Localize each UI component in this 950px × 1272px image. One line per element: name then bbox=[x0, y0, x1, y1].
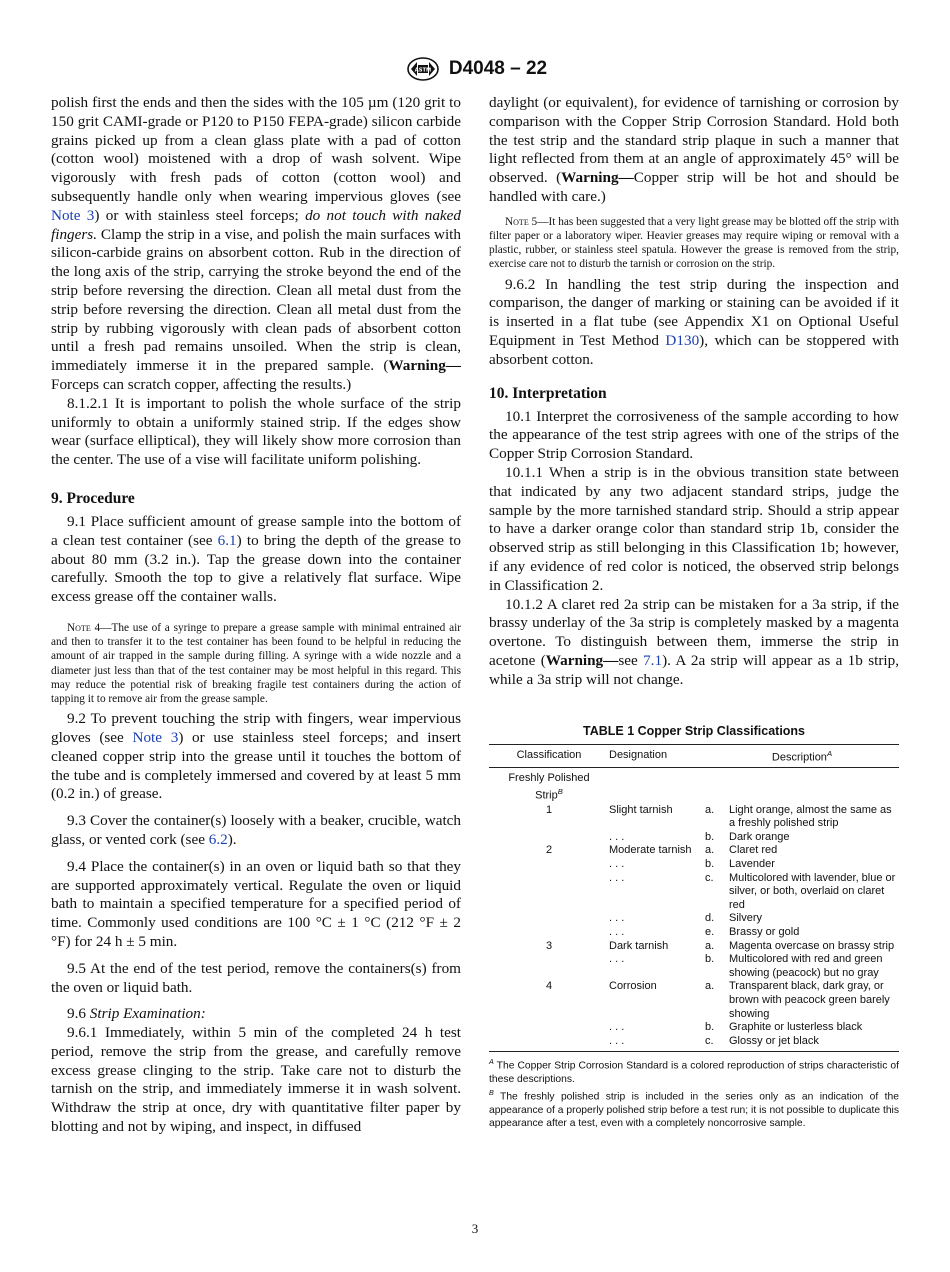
table-row bbox=[489, 831, 899, 845]
table-row bbox=[489, 804, 899, 831]
paragraph-9-2: 9.2 To prevent touching the strip with fingers, wear impervious gloves (see Note 3) or use stainless steel forceps; and insert cleaned copper strip into the grease until it touches the bottom of the tube and is completely immersed and covered by at least 5 mm (0.2 in.) of grease. bbox=[51, 710, 461, 803]
cell-classification bbox=[489, 1035, 609, 1049]
paragraph-polish: polish first the ends and then the sides with the 105 µm (120 grit to 150 grit CAMI-grade or P120 to P150 FEPA-grade) silicon carbide grains picked up from a clean glass plate with a pad of cotton (cotton wool) moistened with a drop of wash solvent. Wipe vigorously with fresh pads of cotton (cotton wool) and subsequently handle only when wearing impervious gloves (see Note 3) or with stainless steel forceps; do not touch with naked fingers. Clamp the strip in a vise, and polish the main surfaces with silicon-carbide grains on absorbent cotton. Rub in the direction of the long axis of the strip, carrying the stroke beyond the end of the strip before reversing the direction. Clean all metal dust from the strip before reversing the direction. Clean all metal dust from the strip by rubbing vigorously with clean pads of absorbent cotton until a fresh pad remains unsoiled. When the strip is clean, immediately immerse it in the prepared sample. (Warning—Forceps can scratch copper, affecting the results.) bbox=[51, 94, 461, 393]
table-row bbox=[489, 926, 899, 940]
cell-letter: d. bbox=[705, 912, 715, 925]
table-row bbox=[489, 953, 899, 980]
cell-description: Light orange, almost the same as a freshly polished strip bbox=[729, 803, 892, 830]
table-header-row bbox=[489, 744, 899, 767]
header-designation: Designation bbox=[609, 744, 705, 767]
section-6-2-link[interactable]: 6.2 bbox=[208, 830, 228, 848]
table-row bbox=[489, 858, 899, 872]
cell-classification bbox=[489, 858, 609, 872]
left-column bbox=[51, 94, 461, 1137]
section-7-1-link[interactable]: 7.1 bbox=[643, 651, 663, 669]
cell-letter: b. bbox=[705, 858, 715, 870]
cell-classification bbox=[489, 953, 609, 980]
table-footnote-a: $^A$ The Copper Strip Corrosion Standard is a colored reproduction of strips characteristic of these descriptions. bbox=[489, 1057, 899, 1085]
table-footnote-b: $^B$ The freshly polished strip is included in the series only as an indication of the appearance of a properly polished strip before a test run; it is not possible to duplicate this appearance after a test, even with a completely noncorrosive sample. bbox=[489, 1088, 899, 1129]
cell-description: Dark orange bbox=[729, 830, 790, 843]
table-title: TABLE 1 Copper Strip Classifications bbox=[582, 723, 806, 738]
note-3-link-2[interactable]: Note 3 bbox=[132, 728, 179, 746]
cell-designation: . . . bbox=[609, 858, 625, 870]
cell-letter: a. bbox=[705, 844, 715, 857]
cell-designation: . . . bbox=[609, 830, 625, 843]
right-column bbox=[489, 94, 899, 1130]
paragraph-9-5: 9.5 At the end of the test period, remove the containers(s) from the oven or liquid bath. bbox=[51, 959, 461, 996]
cell-classification bbox=[489, 912, 609, 926]
paragraph-9-4: 9.4 Place the container(s) in an oven or liquid bath so that they are supported approximately vertical. Regulate the oven or liquid bath to maintain a specified temperature for a specified period of time. Commonly used conditions are 100 °C ± 1 °C (212 °F ± 2 °F) for 24 h ± 5 min. bbox=[51, 857, 461, 950]
cell-classification: 3 bbox=[545, 939, 553, 952]
paragraph-9-6-2: 9.6.2 In handling the test strip during the inspection and comparison, the danger of marking or staining can be avoided if it is inserted in a flat tube (see Appendix X1 on Optional Useful Equipment in Test Method D130), which can be stoppered with absorbent cotton. bbox=[489, 275, 899, 368]
cell-classification bbox=[489, 872, 609, 913]
cell-classification: 4 bbox=[545, 980, 553, 993]
paragraph-9-3: 9.3 Cover the container(s) loosely with a beaker, crucible, watch glass, or vented cork (see 6.2). bbox=[51, 812, 461, 848]
table-row bbox=[489, 844, 899, 858]
page-header bbox=[0, 56, 950, 82]
cell-description: Claret red bbox=[729, 844, 778, 857]
section-6-1-link[interactable]: 6.1 bbox=[217, 531, 237, 549]
header-description: Description$^A$ bbox=[705, 744, 899, 767]
table-row bbox=[489, 980, 899, 1021]
cell-classification bbox=[489, 926, 609, 940]
copper-strip-table bbox=[489, 744, 899, 1049]
cell-description: Transparent black, dark gray, or brown with peacock green barely showing bbox=[729, 980, 890, 1020]
cell-classification bbox=[489, 831, 609, 845]
paragraph-9-1: 9.1 Place sufficient amount of grease sample into the bottom of a clean test container (see 6.1) to bring the depth of the grease to about 80 mm (3.2 in.). Tap the grease down into the container carefully. Smooth the top to give a relatively flat surface. Wipe excess grease off the container walls. bbox=[51, 512, 461, 606]
header-classification: Classification bbox=[489, 744, 609, 767]
cell-description: Magenta overcase on brassy strip bbox=[729, 939, 895, 952]
paragraph-8-1-2-1: 8.1.2.1 It is important to polish the whole surface of the strip uniformly to obtain a uniformly stained strip. If the edges show wear (surface elliptical), they will likely show more corrosion than the center. The use of a vise will facilitate uniform polishing. bbox=[51, 394, 461, 469]
paragraph-10-1: 10.1 Interpret the corrosiveness of the sample according to how the appearance of the test strip agrees with one of the strips of the Copper Strip Corrosion Standard. bbox=[489, 407, 899, 463]
cell-letter: a. bbox=[705, 980, 715, 993]
cell-letter: a. bbox=[705, 803, 715, 816]
cell-classification: 1 bbox=[545, 803, 553, 816]
cell-designation: . . . bbox=[609, 912, 625, 925]
cell-designation: . . . bbox=[609, 871, 625, 884]
cell-letter: b. bbox=[705, 953, 715, 966]
table-row bbox=[489, 872, 899, 913]
note-4: Note 4—The use of a syringe to prepare a grease sample with minimal entrained air and then to transfer it to the test container has been found to be helpful in reducing the amount of air trapped in the sample during filling. A syringe with a wide nozzle and a diameter just less than that of the test container may be most helpful in this regard. This may reduce the potential risk of breaking fragile test containers during the action of tapping it to remove air from the grease sample. bbox=[51, 621, 461, 705]
document-code: D4048 – 22 bbox=[448, 58, 548, 79]
d130-link[interactable]: D130 bbox=[665, 331, 700, 349]
table-row bbox=[489, 1035, 899, 1049]
note-3-link[interactable]: Note 3 bbox=[51, 206, 95, 224]
cell-description: Glossy or jet black bbox=[729, 1034, 819, 1047]
astm-logo-icon bbox=[403, 56, 443, 82]
cell-designation: Corrosion bbox=[609, 980, 657, 993]
cell-classification: 2 bbox=[545, 844, 553, 857]
cell-designation: . . . bbox=[609, 953, 625, 966]
cell-letter: e. bbox=[705, 925, 715, 938]
cell-letter: b. bbox=[705, 830, 715, 843]
table-row bbox=[489, 940, 899, 954]
section-10-heading: 10. Interpretation bbox=[489, 384, 607, 402]
page-number: 3 bbox=[471, 1221, 479, 1236]
cell-description: Multicolored with red and green showing (peacock) but no gray bbox=[729, 953, 883, 979]
cell-letter: a. bbox=[705, 939, 715, 952]
section-9-heading: 9. Procedure bbox=[51, 489, 135, 507]
cell-letter: b. bbox=[705, 1021, 715, 1034]
cell-classification bbox=[489, 1021, 609, 1035]
cell-letter: c. bbox=[705, 871, 714, 884]
table-row-freshly-polished: Freshly Polished Strip$^B$ bbox=[508, 771, 590, 803]
cell-designation: Dark tarnish bbox=[609, 939, 669, 952]
cell-designation: . . . bbox=[609, 1034, 625, 1047]
cell-designation: Slight tarnish bbox=[609, 803, 673, 816]
cell-description: Multicolored with lavender, blue or silver, or both, overlaid on claret red bbox=[729, 871, 896, 911]
paragraph-10-1-1: 10.1.1 When a strip is in the obvious transition state between that indicated by any two adjacent standard strips, judge the sample by the more tarnished standard strip. Should a strip appear to have a darker orange color than standard strip 1b, consider the observed strip as still belonging in this Classification 1b; however, if any evidence of red color is noticed, the observed strip belongs in Classification 2. bbox=[489, 463, 899, 594]
paragraph-9-6: 9.6 Strip Examination: bbox=[67, 1005, 206, 1023]
paragraph-10-1-2: 10.1.2 A claret red 2a strip can be mistaken for a 3a strip, if the brassy underlay of the 3a strip is completely masked by a magenta overtone. To distinguish between them, immerse the strip in acetone (Warning—see 7.1). A 2a strip will appear as a 1b strip, while a 3a strip will not change. bbox=[489, 595, 899, 688]
note-5: Note 5—It has been suggested that a very light grease may be blotted off the strip with filter paper or a laboratory wiper. Heavier greases may require wiping or removal with a plastic, rubber, or stainless steel spatula. However the grease is removed from the strip, exercise care not to disturb the tarnish or corrosion on the strip. bbox=[489, 215, 899, 271]
table-row bbox=[489, 912, 899, 926]
table-row bbox=[489, 1021, 899, 1035]
svg-text:ASTM: ASTM bbox=[414, 67, 432, 74]
cell-designation: . . . bbox=[609, 1021, 625, 1034]
paragraph-9-6-1-continued: daylight (or equivalent), for evidence of tarnishing or corrosion by comparison with the Copper Strip Corrosion Standard. Hold both the test strip and the standard strip plaque in such a manner that light reflected from them at an angle of approximately 45° will be observed. (Warning—Copper strip will be hot and should be handled with care.) bbox=[489, 94, 899, 205]
cell-designation: . . . bbox=[609, 925, 625, 938]
cell-description: Silvery bbox=[729, 912, 763, 925]
paragraph-9-6-1: 9.6.1 Immediately, within 5 min of the completed 24 h test period, remove the strip from the grease, and carefully remove excess grease clinging to the strip. Take care not to disturb the tarnish on the strip, and immediately immerse it in wash solvent. Withdraw the strip at once, dry with quantitative filter paper by blotting and not by wiping, and inspect, in diffused bbox=[51, 1024, 461, 1136]
cell-designation: Moderate tarnish bbox=[609, 844, 692, 857]
cell-description: Lavender bbox=[729, 858, 775, 870]
cell-description: Graphite or lusterless black bbox=[729, 1021, 863, 1034]
cell-description: Brassy or gold bbox=[729, 925, 800, 938]
cell-letter: c. bbox=[705, 1034, 714, 1047]
